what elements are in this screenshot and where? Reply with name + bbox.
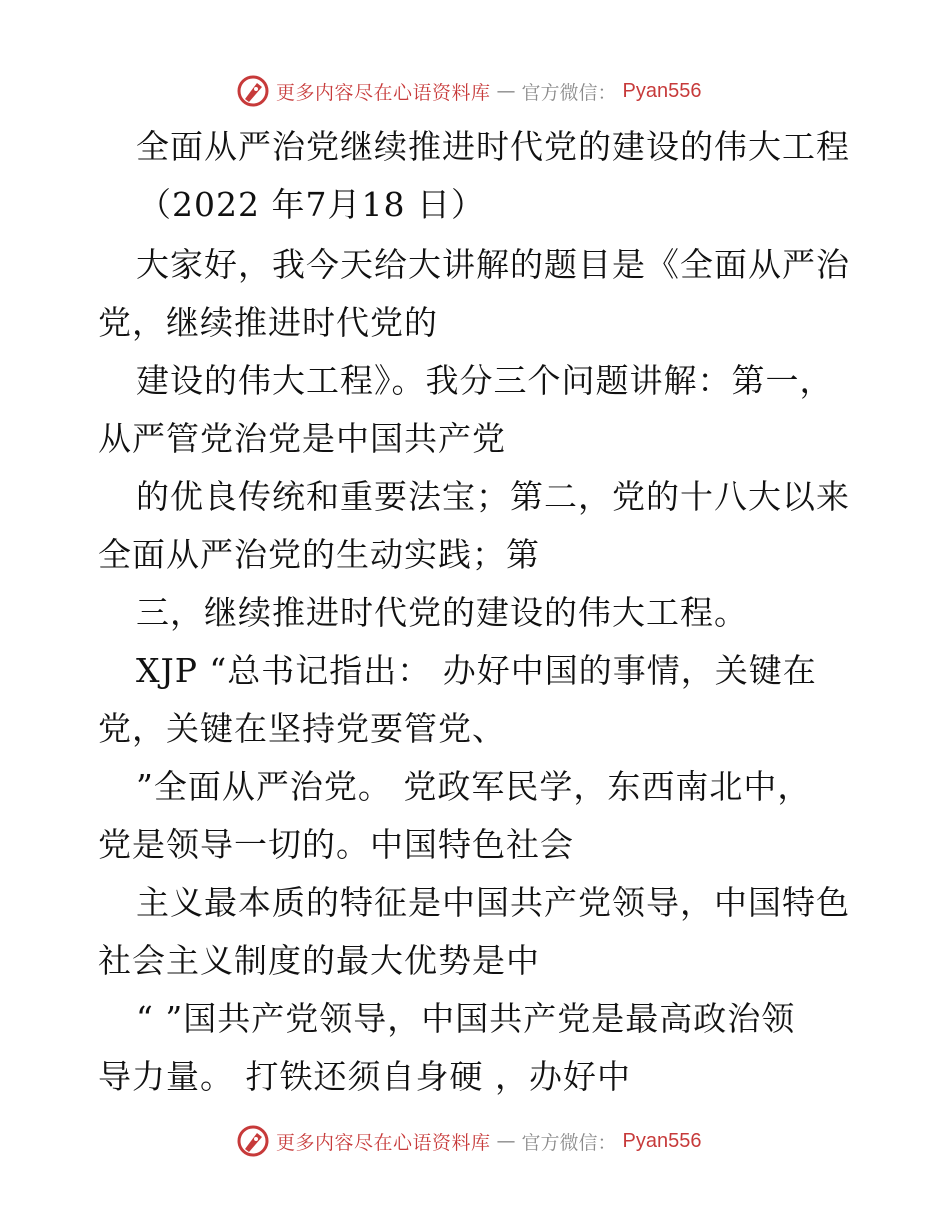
body-line: ”全面从严治党。 党政军民学，东西南北中， (136, 767, 812, 806)
watermark-id: Pyan556 (622, 79, 702, 102)
watermark-id: Pyan556 (622, 1129, 702, 1152)
watermark-label: 官方微信： (521, 81, 617, 104)
body-line: 全面从严治党的生动实践；第 (98, 535, 540, 574)
body-line: 建设的伟大工程》。我分三个问题讲解：第一， (136, 361, 834, 400)
body-line: 主义最本质的特征是中国共产党领导，中国特色 (136, 883, 850, 922)
body-line: 三，继续推进时代党的建设的伟大工程。 (136, 593, 748, 632)
body-line: 大家好，我今天给大讲解的题目是《全面从严治 (136, 245, 850, 284)
body-line: 党，继续推进时代党的 (98, 303, 438, 342)
body-line: “ ”国共产党领导，中国共产党是最高政治领 (136, 999, 796, 1038)
body-line: 社会主义制度的最大优势是中 (98, 941, 540, 980)
watermark-separator: — (496, 1130, 516, 1152)
footer-watermark (236, 1124, 702, 1158)
document-date: （2022 年7月18 日） (138, 185, 485, 224)
watermark-separator: — (496, 80, 516, 102)
header-watermark (236, 74, 702, 108)
body-line: 党是领导一切的。中国特色社会 (98, 825, 574, 864)
body-line: XJP “总书记指出： 办好中国的事情，关键在 (136, 651, 817, 690)
body-line: 导力量。 打铁还须自身硬 ，办好中 (98, 1057, 631, 1096)
watermark-text: 更多内容尽在心语资料库 (276, 81, 491, 104)
watermark-label: 官方微信： (521, 1131, 617, 1154)
pen-nib-icon (236, 1124, 270, 1158)
body-line: 的优良传统和重要法宝；第二，党的十八大以来 (136, 477, 850, 516)
watermark-text: 更多内容尽在心语资料库 (276, 1131, 491, 1154)
document-title: 全面从严治党继续推进时代党的建设的伟大工程 (136, 127, 850, 166)
body-line: 从严管党治党是中国共产党 (98, 419, 506, 458)
pen-nib-icon (236, 74, 270, 108)
body-line: 党，关键在坚持党要管党、 (98, 709, 506, 748)
